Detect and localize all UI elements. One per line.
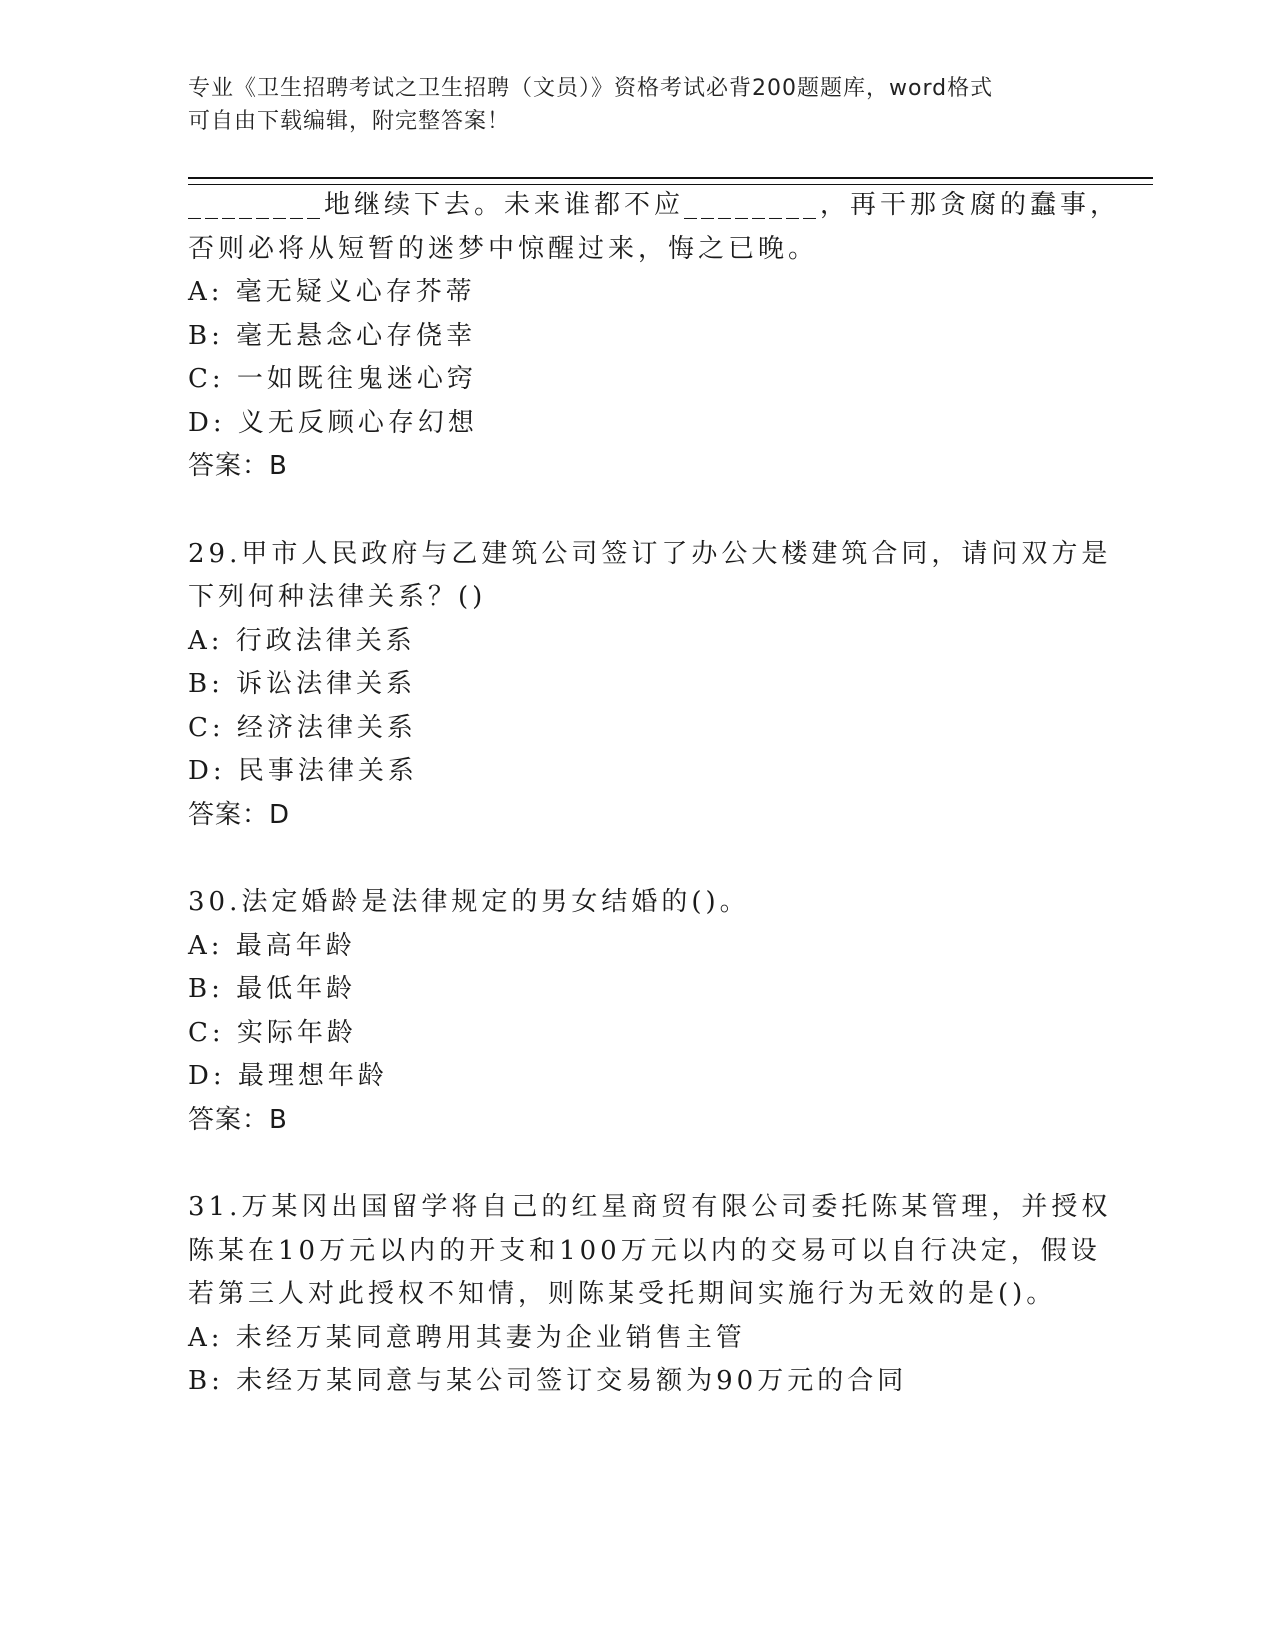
option-a: A: 行政法律关系: [188, 626, 416, 656]
option-d: D: 义无反顾心存幻想: [188, 408, 478, 438]
option-d: D: 民事法律关系: [188, 756, 418, 786]
answer: 答案：D: [188, 800, 291, 830]
document-header: [188, 72, 1068, 138]
header-rule-thin: [188, 184, 1153, 185]
header-line-1: 专业《卫生招聘考试之卫生招聘（文员）》资格考试必背200题题库，word格式: [188, 76, 994, 101]
question-text-line: 29.甲市人民政府与乙建筑公司签订了办公大楼建筑合同，请问双方是: [188, 539, 1112, 569]
header-line-2: 可自由下载编辑，附完整答案！: [188, 109, 511, 134]
option-b: B: 未经万某同意与某公司签订交易额为90万元的合同: [188, 1366, 908, 1396]
option-b: B: 毫无悬念心存侥幸: [188, 321, 477, 351]
question-text-line: 若第三人对此授权不知情，则陈某受托期间实施行为无效的是()。: [188, 1279, 1057, 1309]
question-text-line: 陈某在10万元以内的开支和100万元以内的交易可以自行决定，假设: [188, 1236, 1101, 1266]
option-a: A: 毫无疑义心存芥蒂: [188, 277, 476, 307]
answer: 答案：B: [188, 451, 288, 481]
option-d: D: 最理想年龄: [188, 1061, 388, 1091]
option-b: B: 最低年龄: [188, 974, 357, 1004]
question-text-line: 30.法定婚龄是法律规定的男女结婚的()。: [188, 887, 750, 917]
option-b: B: 诉讼法律关系: [188, 669, 417, 699]
header-rule-thick: [188, 177, 1153, 179]
question-text-line: 下列何种法律关系？(): [188, 582, 487, 612]
question-text-line: 否则必将从短暂的迷梦中惊醒过来，悔之已晚。: [188, 234, 819, 264]
option-c: C: 经济法律关系: [188, 713, 417, 743]
option-c: C: 实际年龄: [188, 1018, 357, 1048]
option-c: C: 一如既往鬼迷心窍: [188, 364, 477, 394]
option-a: A: 未经万某同意聘用其妻为企业销售主管: [188, 1323, 746, 1353]
question-text-line: ________地继续下去。未来谁都不应________，再干那贪腐的蠢事，: [188, 190, 1121, 220]
answer: 答案：B: [188, 1105, 288, 1135]
question-text-line: 31.万某冈出国留学将自己的红星商贸有限公司委托陈某管理，并授权: [188, 1192, 1112, 1222]
option-a: A: 最高年龄: [188, 931, 356, 961]
